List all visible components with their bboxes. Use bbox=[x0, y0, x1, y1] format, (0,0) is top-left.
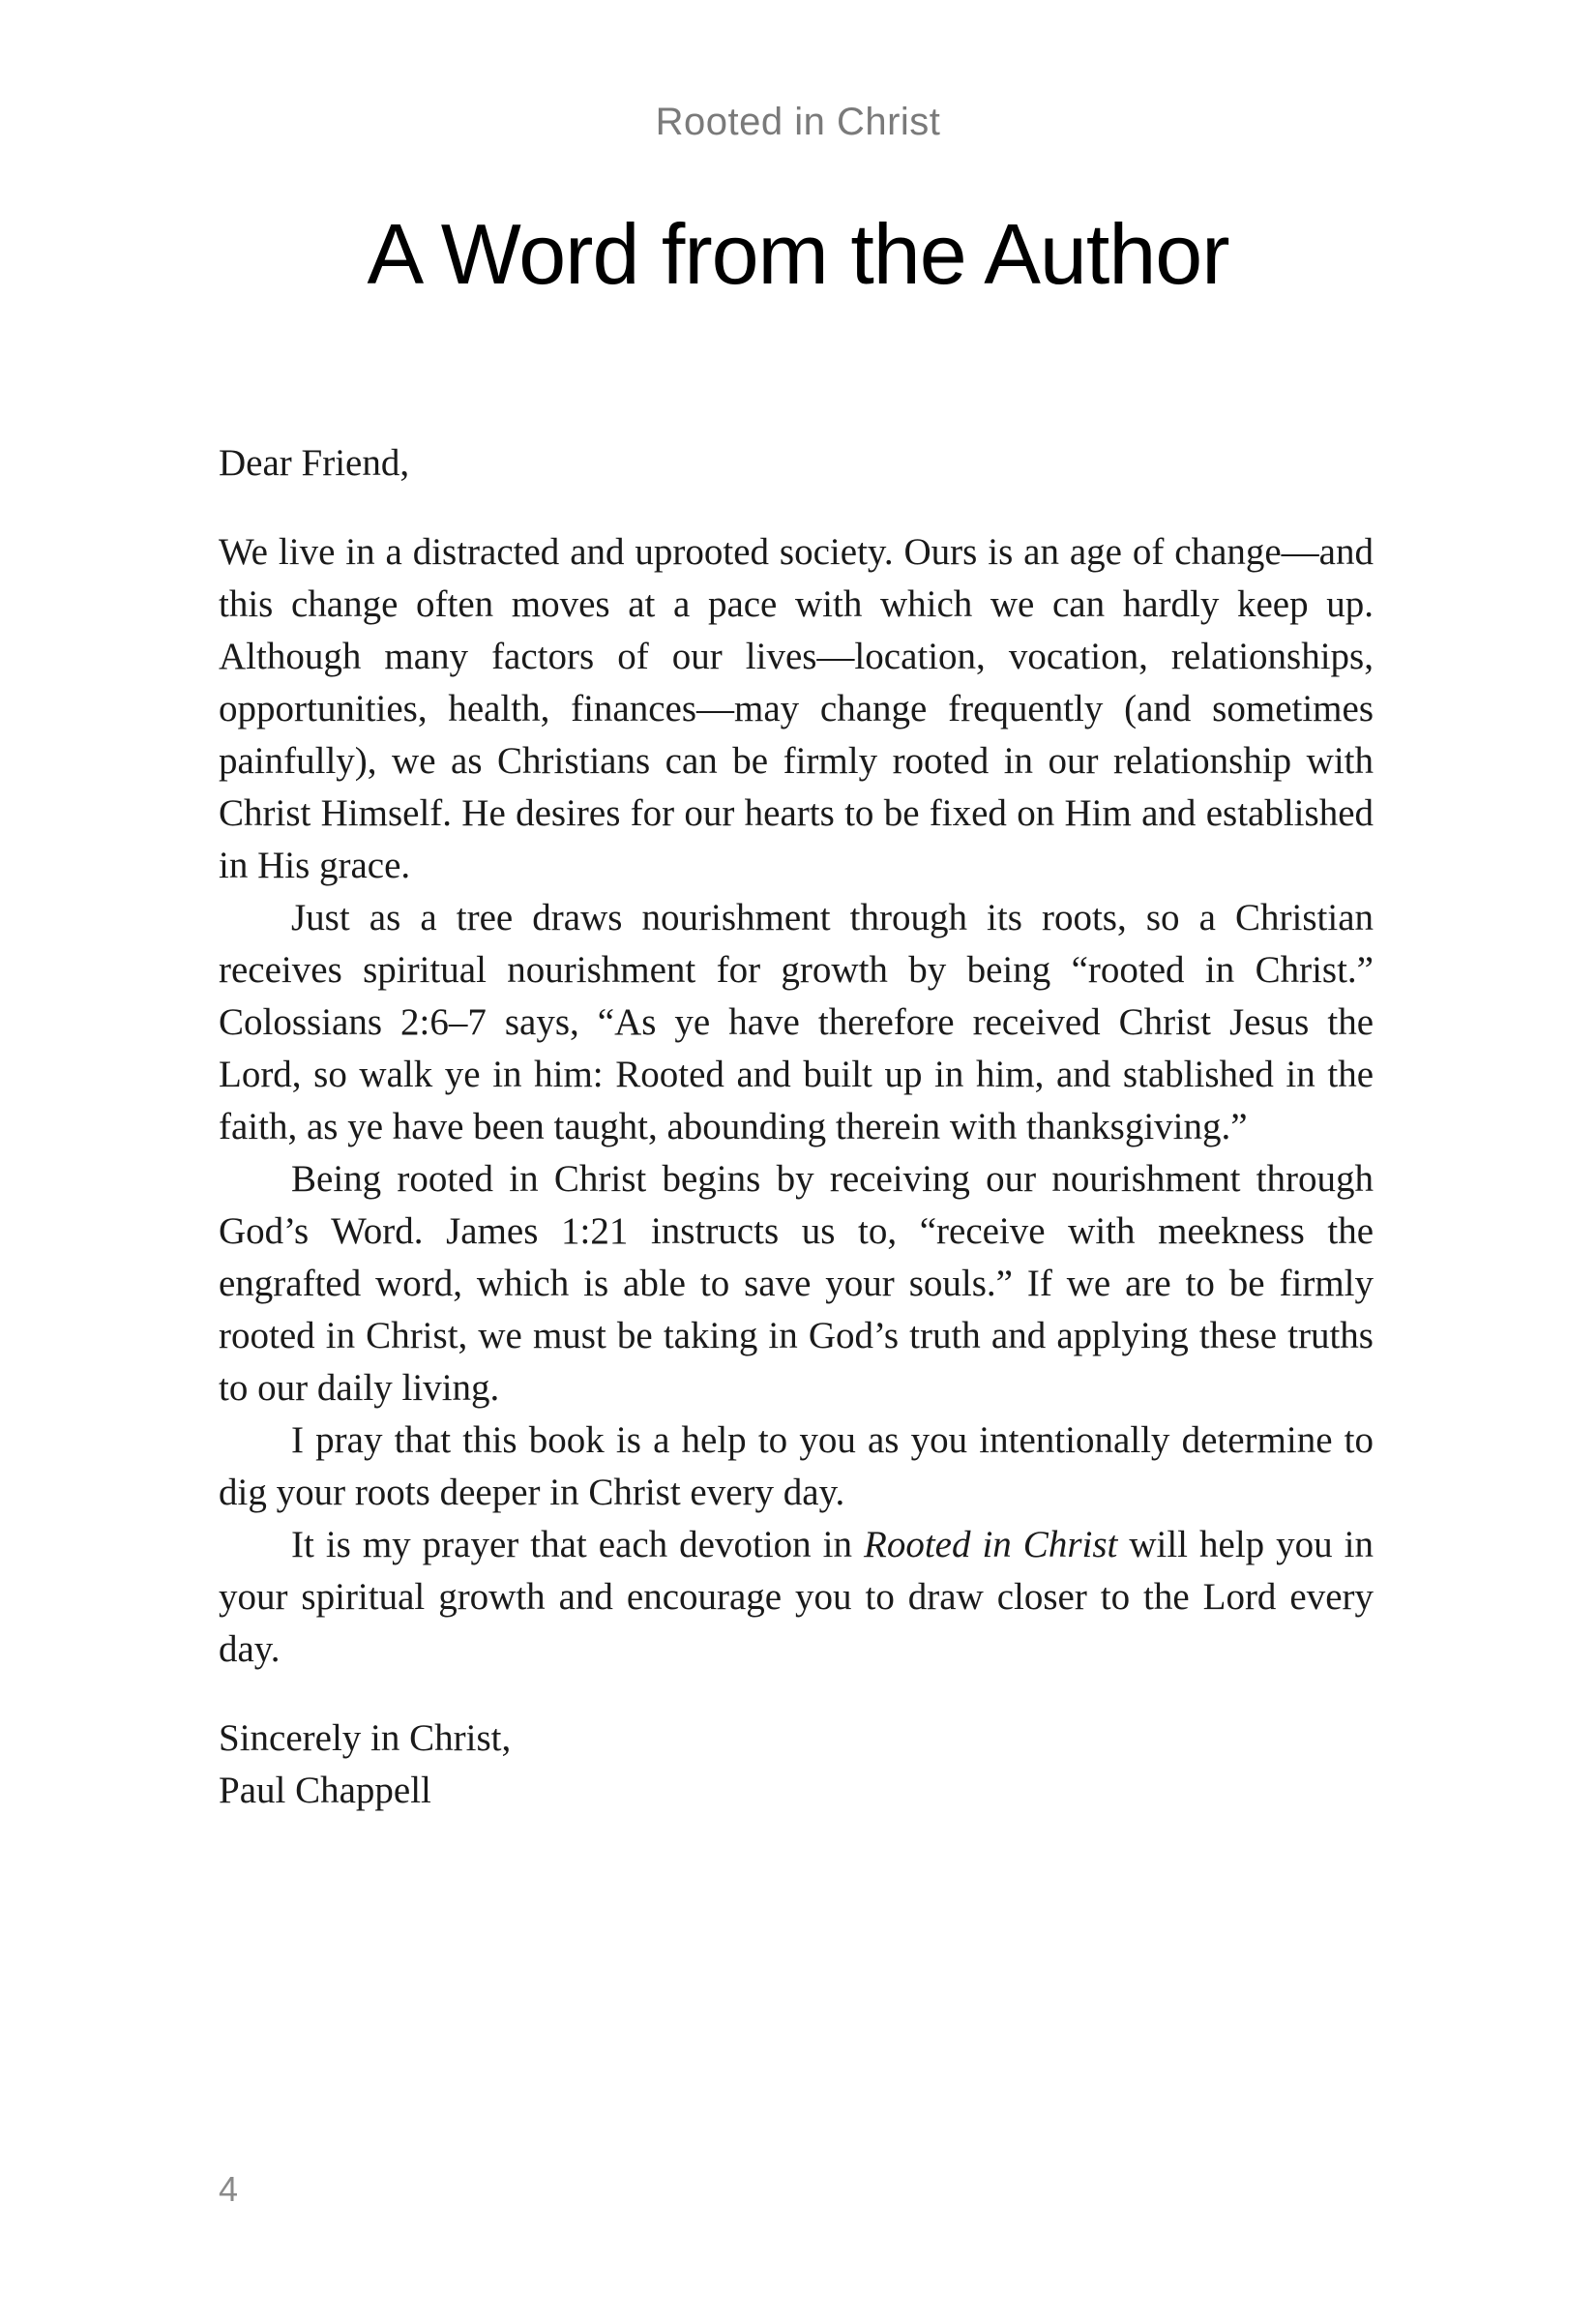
paragraph-3: Being rooted in Christ begins by receiving our nourishment through God’s Word. James 1:21 instructs us to, “receive with meekness the engrafted word, which is able to save your souls.” If we are to be firmly rooted in Christ, we must be taking in God’s truth and applying these truths to our daily living. bbox=[219, 1158, 1374, 1409]
closing-block bbox=[219, 1712, 1374, 1817]
book-title-italic: Rooted in Christ bbox=[864, 1524, 1118, 1565]
paragraph-4: I pray that this book is a help to you as you intentionally determine to dig your roots deeper in Christ every day. bbox=[219, 1419, 1374, 1513]
page-number: 4 bbox=[219, 2169, 239, 2209]
paragraph-5-after: will help you in your spiritual growth and encourage you to draw closer to the Lord every day. bbox=[219, 1524, 1374, 1670]
paragraph-2: Just as a tree draws nourishment through its roots, so a Christian receives spiritual nourishment for growth by being “rooted in Christ.” Colossians 2:6–7 says, “As ye have therefore received Christ Jesus the Lord, so walk ye in him: Rooted and built up in him, and stablished in the faith, as ye have been taught, abounding therein with thanksgiving.” bbox=[219, 897, 1374, 1147]
paragraph-5-before: It is my prayer that each devotion in bbox=[291, 1524, 864, 1565]
paragraph-5 bbox=[219, 1519, 1374, 1676]
paragraph-1: We live in a distracted and uprooted society. Ours is an age of change—and this change often moves at a pace with which we can hardly keep up. Although many factors of our lives—location, vocation, relationships, opportunities, health, finances—may change frequently (and sometimes painfully), we as Christians can be firmly rooted in our relationship with Christ Himself. He desires for our hearts to be fixed on Him and established in His grace. bbox=[219, 531, 1374, 886]
page-title: A Word from the Author bbox=[367, 206, 1229, 302]
running-header: Rooted in Christ bbox=[655, 101, 941, 143]
signature: Paul Chappell bbox=[219, 1770, 431, 1811]
letter-body bbox=[219, 437, 1374, 1817]
salutation: Dear Friend, bbox=[219, 442, 410, 484]
closing: Sincerely in Christ, bbox=[219, 1717, 512, 1759]
